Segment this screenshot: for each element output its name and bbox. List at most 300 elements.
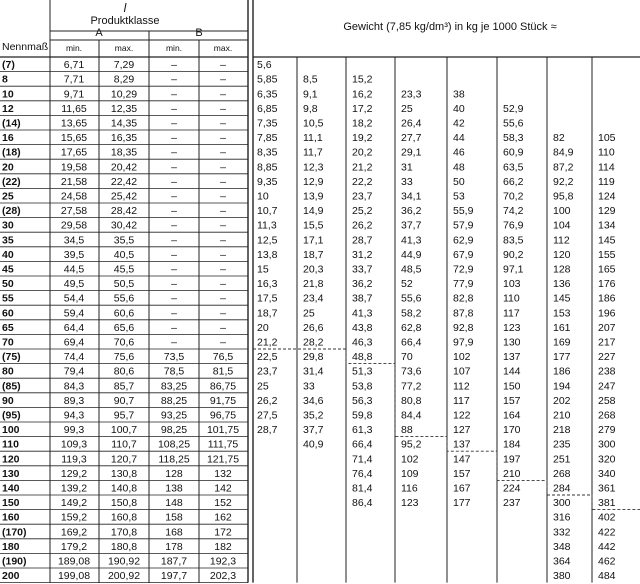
nominal-size: 110 — [2, 438, 19, 451]
nominal-size: (14) — [2, 117, 21, 130]
weight-value: 34,1 — [401, 190, 422, 203]
weight-value: 25,2 — [352, 205, 373, 218]
weight-value: 235 — [553, 438, 571, 451]
nominal-size: 100 — [2, 424, 20, 437]
weight-value: 55,6 — [401, 292, 422, 305]
class-b-min: – — [171, 205, 177, 218]
class-b-max: 182 — [214, 540, 232, 553]
weight-value: 147 — [453, 453, 471, 466]
class-b-min: 197,7 — [160, 570, 188, 583]
weight-value: 33 — [401, 175, 413, 188]
weight-value: 53,8 — [352, 380, 373, 393]
class-a-min: 189,08 — [57, 555, 91, 568]
class-a-min: 15,65 — [60, 132, 88, 145]
class-a-min: 99,3 — [63, 424, 85, 437]
class-b-min: 178 — [165, 540, 183, 553]
weight-value: 56,3 — [352, 394, 373, 407]
nominal-size: (28) — [2, 205, 21, 218]
weight-value: 92,8 — [453, 321, 474, 334]
weight-value: 18,7 — [257, 307, 278, 320]
class-a-max: 50,5 — [113, 278, 135, 291]
nominal-size: (170) — [2, 526, 27, 539]
weight-value: 177 — [553, 351, 571, 364]
weight-value: 37,7 — [303, 424, 324, 437]
class-a-max: 7,29 — [113, 59, 135, 72]
min-label: min. — [165, 43, 183, 53]
weight-value: 61,3 — [352, 424, 373, 437]
weight-value: 44,9 — [401, 248, 422, 261]
weight-value: 23,7 — [257, 365, 278, 378]
weight-value: 170 — [503, 424, 521, 437]
nominal-size: 40 — [2, 248, 14, 261]
weight-value: 46,3 — [352, 336, 373, 349]
weight-value: 33,7 — [352, 263, 373, 276]
nominal-size: (18) — [2, 146, 21, 159]
weight-value: 26,2 — [352, 219, 373, 232]
class-b-max: – — [220, 117, 226, 130]
weight-value: 8,5 — [303, 73, 318, 86]
weight-value: 122 — [453, 409, 471, 422]
class-b-max: – — [220, 132, 226, 145]
nominal-size: 50 — [2, 278, 14, 291]
weight-value: 484 — [598, 570, 616, 583]
class-b-min: – — [171, 234, 177, 247]
class-a-max: 16,35 — [110, 132, 138, 145]
weight-value: 17,5 — [257, 292, 278, 305]
class-a-min: 29,58 — [60, 219, 88, 232]
nominal-size: 65 — [2, 321, 14, 334]
class-b-max: – — [220, 102, 226, 115]
class-a-min: 64,4 — [63, 321, 85, 334]
weight-value: 123 — [503, 321, 521, 334]
class-b-min: – — [171, 307, 177, 320]
class-b-min: – — [171, 59, 177, 72]
weight-value: 81,4 — [352, 482, 373, 495]
weight-value: 43,8 — [352, 321, 373, 334]
class-b-min: 187,7 — [160, 555, 188, 568]
weight-value: 320 — [598, 453, 616, 466]
weight-value: 22,2 — [352, 175, 373, 188]
weight-value: 300 — [598, 438, 616, 451]
nominal-size: 35 — [2, 234, 14, 247]
class-b-min: – — [171, 88, 177, 101]
class-b-max: 86,75 — [209, 380, 237, 393]
class-a-max: 85,7 — [113, 380, 135, 393]
class-a-max: 65,6 — [113, 321, 135, 334]
weight-value: 55,6 — [503, 117, 524, 130]
weight-value: 58,2 — [401, 307, 422, 320]
weight-value: 76,9 — [503, 219, 524, 232]
max-label: max. — [114, 43, 134, 53]
class-a-max: 190,92 — [107, 555, 141, 568]
class-b-max: 96,75 — [209, 409, 237, 422]
weight-value: 364 — [553, 555, 571, 568]
weight-value: 100 — [553, 205, 571, 218]
weight-value: 442 — [598, 540, 616, 553]
weight-value: 97,1 — [503, 263, 524, 276]
weight-value: 16,3 — [257, 278, 278, 291]
weight-value: 150 — [503, 380, 521, 393]
weight-value: 26,4 — [401, 117, 422, 130]
weight-value: 462 — [598, 555, 616, 568]
weight-value: 36,2 — [352, 278, 373, 291]
class-b-min: – — [171, 336, 177, 349]
class-b-min: 83,25 — [160, 380, 188, 393]
class-b-min: – — [171, 219, 177, 232]
class-b-label: B — [195, 27, 203, 39]
class-a-min: 21,58 — [60, 175, 88, 188]
weight-value: 20 — [257, 321, 269, 334]
weight-value: 110 — [503, 292, 520, 305]
weight-value: 70 — [401, 351, 413, 364]
weight-value: 95,2 — [401, 438, 422, 451]
weight-value: 59,8 — [352, 409, 373, 422]
weight-value: 316 — [553, 511, 571, 524]
weight-value: 23,7 — [352, 190, 373, 203]
weight-value: 31 — [401, 161, 413, 174]
weight-value: 157 — [503, 394, 521, 407]
weight-value: 66,4 — [401, 336, 422, 349]
min-label: min. — [65, 43, 83, 53]
weight-value: 6,85 — [257, 102, 278, 115]
weight-value: 41,3 — [352, 307, 373, 320]
weight-value: 251 — [553, 453, 571, 466]
class-b-max: – — [220, 307, 226, 320]
class-a-min: 199,08 — [57, 570, 91, 583]
weight-value: 110 — [598, 146, 615, 159]
weight-value: 72,9 — [453, 263, 474, 276]
class-a-max: 150,8 — [110, 497, 138, 510]
nominal-size: 140 — [2, 482, 20, 495]
class-a-min: 74,4 — [63, 351, 85, 364]
class-a-min: 149,2 — [60, 497, 88, 510]
class-b-min: – — [171, 73, 177, 86]
nominal-size: 120 — [2, 453, 20, 466]
weight-value: 117 — [453, 394, 470, 407]
weight-value: 51,3 — [352, 365, 373, 378]
class-b-max: – — [220, 146, 226, 159]
weight-value: 165 — [598, 263, 616, 276]
class-a-max: 200,92 — [107, 570, 141, 583]
weight-value: 57,9 — [453, 219, 474, 232]
class-a-max: 30,42 — [110, 219, 138, 232]
class-b-min: 78,5 — [163, 365, 185, 378]
weight-value: 27,7 — [401, 132, 422, 145]
class-a-min: 94,3 — [63, 409, 85, 422]
class-a-min: 159,2 — [60, 511, 88, 524]
weight-value: 8,35 — [257, 146, 278, 159]
class-b-max: – — [220, 248, 226, 261]
weight-value: 15,5 — [303, 219, 324, 232]
class-a-min: 129,2 — [60, 467, 88, 480]
nominal-size: 30 — [2, 219, 14, 232]
class-b-min: 118,25 — [158, 453, 190, 466]
weight-value: 60,9 — [503, 146, 524, 159]
class-b-min: – — [171, 175, 177, 188]
weight-value: 23,3 — [401, 88, 422, 101]
class-b-min: – — [171, 146, 177, 159]
weight-value: 123 — [401, 497, 419, 510]
class-a-max: 180,8 — [110, 540, 138, 553]
nominal-size: (85) — [2, 380, 21, 393]
weight-value: 52,9 — [503, 102, 524, 115]
weight-value: 35,2 — [303, 409, 324, 422]
weight-value: 9,1 — [303, 88, 318, 101]
class-b-max: – — [220, 175, 226, 188]
class-b-max: – — [220, 321, 226, 334]
class-a-max: 140,8 — [110, 482, 138, 495]
class-a-max: 60,6 — [113, 307, 135, 320]
weight-value: 55,9 — [453, 205, 474, 218]
weight-value: 194 — [553, 380, 571, 393]
class-a-min: 39,5 — [63, 248, 85, 261]
class-a-max: 70,6 — [113, 336, 135, 349]
weight-value: 17,2 — [352, 102, 373, 115]
class-a-max: 75,6 — [113, 351, 135, 364]
weight-value: 34,6 — [303, 394, 324, 407]
weight-value: 177 — [453, 497, 471, 510]
class-b-max: 162 — [214, 511, 232, 524]
class-b-max: – — [220, 73, 226, 86]
weight-value: 26,2 — [257, 394, 278, 407]
class-b-min: – — [171, 161, 177, 174]
class-a-min: 24,58 — [60, 190, 88, 203]
weight-value: 29,1 — [401, 146, 422, 159]
nennmass-label: Nennmaß — [2, 41, 49, 53]
class-a-max: 22,42 — [110, 175, 138, 188]
weight-value: 97,9 — [453, 336, 474, 349]
weight-value: 29,8 — [303, 351, 324, 364]
nominal-size: 10 — [2, 88, 14, 101]
class-b-min: – — [171, 278, 177, 291]
nominal-size: 12 — [2, 102, 14, 115]
class-a-min: 9,71 — [63, 88, 85, 101]
weight-value: 5,85 — [257, 73, 278, 86]
class-a-max: 35,5 — [113, 234, 135, 247]
class-a-min: 7,71 — [63, 73, 85, 86]
class-b-max: 192,3 — [209, 555, 237, 568]
nominal-size: (22) — [2, 175, 21, 188]
nominal-size: (190) — [2, 555, 27, 568]
weight-value: 9,8 — [303, 102, 318, 115]
weight-value: 80,8 — [401, 394, 422, 407]
weight-value: 26,6 — [303, 321, 324, 334]
weight-value: 25 — [401, 102, 413, 115]
weight-value: 95,8 — [553, 190, 574, 203]
class-a-label: A — [95, 27, 103, 39]
class-a-max: 12,35 — [110, 102, 138, 115]
weight-value: 120 — [553, 248, 571, 261]
weight-value: 102 — [401, 453, 419, 466]
weight-value: 66,4 — [352, 438, 373, 451]
class-a-min: 27,58 — [60, 205, 88, 218]
class-a-max: 120,7 — [110, 453, 138, 466]
class-a-min: 6,71 — [63, 59, 85, 72]
class-a-max: 80,6 — [113, 365, 135, 378]
nominal-size: 130 — [2, 467, 20, 480]
weight-value: 13,8 — [257, 248, 278, 261]
class-a-min: 34,5 — [63, 234, 85, 247]
class-a-max: 10,29 — [110, 88, 138, 101]
nominal-size: 160 — [2, 511, 20, 524]
weight-value: 83,5 — [503, 234, 524, 247]
weight-value: 9,35 — [257, 175, 278, 188]
weight-value: 127 — [453, 424, 471, 437]
weight-value: 361 — [598, 482, 616, 495]
class-a-min: 119,3 — [61, 453, 87, 466]
weight-value: 77,2 — [401, 380, 422, 393]
weight-value: 279 — [598, 424, 616, 437]
weight-value: 33 — [303, 380, 315, 393]
class-b-max: – — [220, 278, 226, 291]
class-a-min: 17,65 — [60, 146, 88, 159]
weight-value: 332 — [553, 526, 571, 539]
weight-value: 77,9 — [453, 278, 474, 291]
class-b-min: 148 — [165, 497, 183, 510]
weight-value: 38,7 — [352, 292, 373, 305]
weight-value: 7,35 — [257, 117, 278, 130]
weight-value: 48,5 — [401, 263, 422, 276]
weight-value: 217 — [598, 336, 616, 349]
weight-value: 82 — [553, 132, 565, 145]
weight-value: 381 — [598, 497, 616, 510]
class-b-min: 128 — [165, 467, 183, 480]
weight-value: 247 — [598, 380, 616, 393]
class-a-min: 44,5 — [63, 263, 85, 276]
weight-value: 238 — [598, 365, 616, 378]
weight-value: 52 — [401, 278, 413, 291]
class-b-min: – — [171, 132, 177, 145]
class-a-max: 160,8 — [110, 511, 138, 524]
weight-value: 145 — [598, 234, 616, 247]
class-b-min: 158 — [165, 511, 183, 524]
weight-value: 258 — [598, 394, 616, 407]
weight-value: 210 — [553, 409, 571, 422]
class-a-max: 40,5 — [113, 248, 135, 261]
class-b-max: 81,5 — [212, 365, 234, 378]
class-a-max: 25,42 — [110, 190, 138, 203]
nominal-size: 25 — [2, 190, 14, 203]
length-symbol: l — [123, 1, 127, 15]
weight-value: 87,2 — [553, 161, 574, 174]
weight-value: 119 — [598, 175, 615, 188]
class-a-max: 8,29 — [113, 73, 135, 86]
class-a-max: 90,7 — [113, 394, 135, 407]
weight-value: 224 — [503, 482, 521, 495]
weight-value: 19,2 — [352, 132, 373, 145]
weight-value: 340 — [598, 467, 616, 480]
class-b-max: 76,5 — [212, 351, 234, 364]
weight-value: 116 — [401, 482, 418, 495]
class-b-max: 111,75 — [207, 438, 239, 451]
max-label: max. — [213, 43, 233, 53]
class-b-min: – — [171, 292, 177, 305]
weight-value: 10,7 — [257, 205, 278, 218]
weight-value: 18,2 — [352, 117, 373, 130]
weight-value: 86,4 — [352, 497, 373, 510]
nominal-size: 45 — [2, 263, 14, 276]
weight-value: 107 — [453, 365, 471, 378]
weight-value: 284 — [553, 482, 571, 495]
weight-value: 112 — [453, 380, 470, 393]
nominal-size: 16 — [2, 132, 14, 145]
weight-value: 176 — [598, 278, 616, 291]
class-a-min: 59,4 — [63, 307, 85, 320]
weight-value: 104 — [553, 219, 571, 232]
weight-value: 31,2 — [352, 248, 373, 261]
weight-value: 268 — [598, 409, 616, 422]
nominal-size: 200 — [2, 570, 20, 583]
nominal-size: 55 — [2, 292, 14, 305]
weight-value: 44 — [453, 132, 465, 145]
weight-value: 23,4 — [303, 292, 324, 305]
weight-value: 186 — [553, 365, 571, 378]
weight-value: 129 — [598, 205, 616, 218]
weight-value: 41,3 — [401, 234, 422, 247]
weight-value: 21,2 — [257, 336, 278, 349]
class-b-min: 93,25 — [160, 409, 188, 422]
weight-value: 42 — [453, 117, 465, 130]
weight-value: 22,5 — [257, 351, 278, 364]
weight-value: 202 — [553, 394, 571, 407]
weight-value: 218 — [553, 424, 571, 437]
weight-value: 348 — [553, 540, 571, 553]
weight-value: 62,8 — [401, 321, 422, 334]
class-b-min: 73,5 — [163, 351, 185, 364]
weight-value: 207 — [598, 321, 616, 334]
class-b-min: 108,25 — [157, 438, 191, 451]
weight-value: 70,2 — [503, 190, 524, 203]
weight-value: 21,8 — [303, 278, 324, 291]
weight-value: 10 — [257, 190, 269, 203]
class-a-max: 170,8 — [110, 526, 138, 539]
class-b-max: – — [220, 190, 226, 203]
weight-value: 124 — [598, 190, 616, 203]
weight-value: 102 — [453, 351, 471, 364]
class-a-min: 89,3 — [63, 394, 85, 407]
weight-value: 12,9 — [303, 175, 324, 188]
weight-value: 105 — [598, 132, 616, 145]
weight-value: 402 — [598, 511, 616, 524]
nominal-size: 70 — [2, 336, 14, 349]
class-a-min: 79,4 — [63, 365, 85, 378]
weight-value: 300 — [553, 497, 571, 510]
weight-value: 155 — [598, 248, 616, 261]
class-a-min: 169,2 — [60, 526, 88, 539]
weight-value: 109 — [401, 467, 419, 480]
class-a-min: 179,2 — [60, 540, 88, 553]
nominal-size: 90 — [2, 394, 14, 407]
class-b-max: – — [220, 336, 226, 349]
nominal-size: (7) — [2, 59, 15, 72]
weight-value: 48,8 — [352, 351, 373, 364]
class-b-max: – — [220, 219, 226, 232]
weight-value: 197 — [503, 453, 521, 466]
weight-value: 28,7 — [352, 234, 373, 247]
weight-value: 169 — [553, 336, 571, 349]
weight-value: 53 — [453, 190, 465, 203]
class-b-min: – — [171, 321, 177, 334]
weight-value: 84,4 — [401, 409, 422, 422]
class-b-max: 152 — [214, 497, 232, 510]
class-a-min: 69,4 — [63, 336, 85, 349]
weight-value: 10,5 — [303, 117, 324, 130]
nominal-size: 60 — [2, 307, 14, 320]
class-b-max: – — [220, 234, 226, 247]
weight-value: 40 — [453, 102, 465, 115]
weight-value: 136 — [553, 278, 571, 291]
weight-value: 117 — [503, 307, 520, 320]
